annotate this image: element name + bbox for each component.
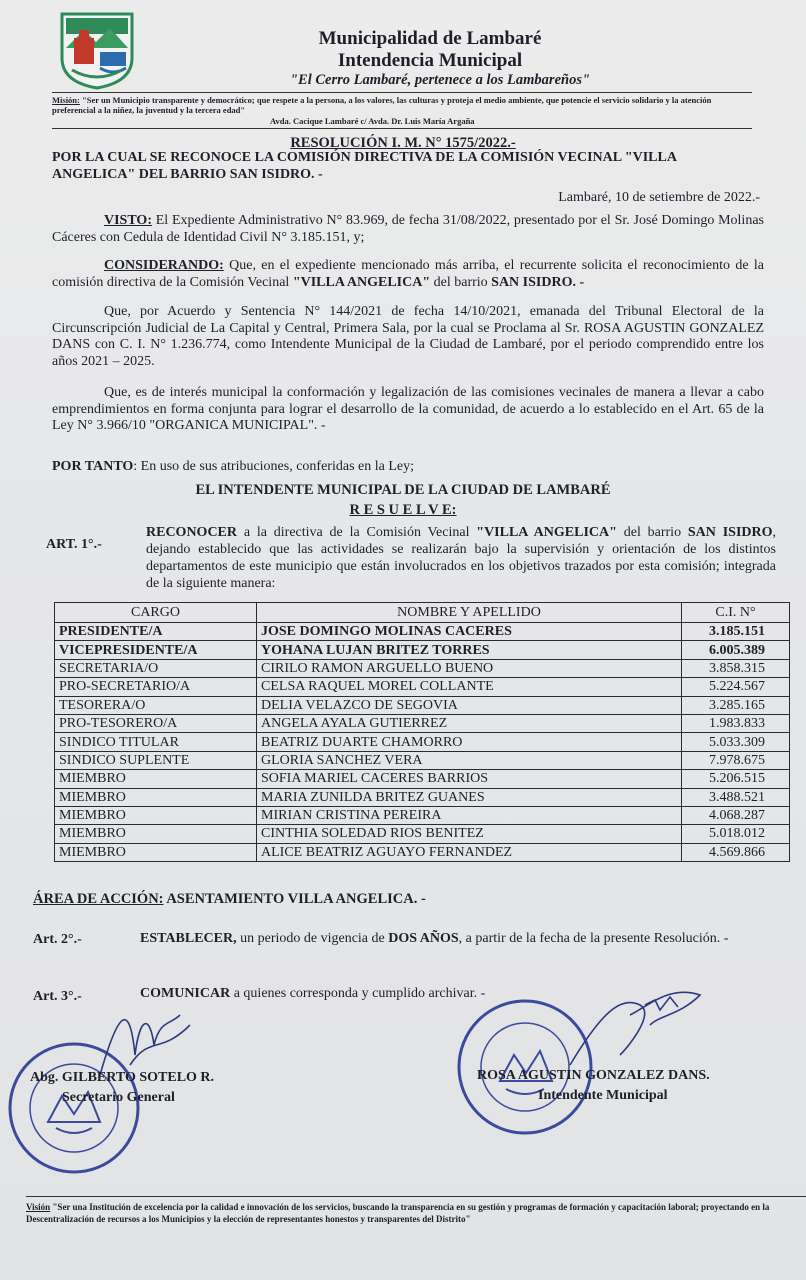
office-name: Intendencia Municipal bbox=[337, 50, 523, 71]
art2-text-2: , a partir de la fecha de la presente Resolución. - bbox=[458, 931, 729, 946]
mision-label: Misión: bbox=[52, 95, 80, 105]
table-row bbox=[55, 641, 790, 659]
table-row bbox=[55, 806, 790, 824]
portanto-label: POR TANTO bbox=[52, 459, 134, 474]
municipality-motto: "El Cerro Lambaré, pertenece a los Lambareños" bbox=[289, 72, 591, 88]
art1-villa: "VILLA ANGELICA" bbox=[476, 525, 617, 540]
area-de-accion bbox=[33, 891, 426, 908]
nombre-cell: CINTHIA SOLEDAD RIOS BENITEZ bbox=[257, 825, 682, 843]
table-row bbox=[55, 678, 790, 696]
cargo-cell: PRESIDENTE/A bbox=[55, 623, 257, 641]
cargo-cell: MIEMBRO bbox=[55, 806, 257, 824]
resolution-subject: POR LA CUAL SE RECONOCE LA COMISIÓN DIRECTIVA DE LA COMISIÓN VECINAL "VILLA ANGELICA" DEL BARRIO SAN ISIDRO. - bbox=[52, 150, 677, 182]
art2-label: Art. 2°.- bbox=[33, 932, 82, 947]
resolution-date: Lambaré, 10 de setiembre de 2022.- bbox=[558, 190, 760, 205]
considerando-text: Que, en el expediente mencionado más arriba, el recurrente solicita el reconocimiento de la comisión directiva de la Comisión Vecinal bbox=[52, 258, 764, 290]
art2-text bbox=[140, 930, 800, 947]
visto-label: VISTO: bbox=[104, 213, 152, 228]
mision-statement bbox=[52, 92, 752, 115]
art1-text-2: del barrio bbox=[616, 525, 688, 540]
ci-cell: 1.983.833 bbox=[682, 714, 790, 732]
cargo-cell: MIEMBRO bbox=[55, 788, 257, 806]
intendente-name: ROSA AGUSTIN GONZALEZ DANS. bbox=[477, 1068, 710, 1083]
nombre-cell: JOSE DOMINGO MOLINAS CACERES bbox=[257, 623, 682, 641]
table-row bbox=[55, 751, 790, 769]
intendente-title: Intendente Municipal bbox=[538, 1088, 668, 1103]
nombre-cell: BEATRIZ DUARTE CHAMORRO bbox=[257, 733, 682, 751]
area-text: ASENTAMIENTO VILLA ANGELICA. - bbox=[163, 891, 426, 907]
municipality-logo-icon bbox=[56, 8, 138, 90]
nombre-cell: GLORIA SANCHEZ VERA bbox=[257, 751, 682, 769]
art1-text bbox=[146, 524, 776, 592]
table-row bbox=[55, 825, 790, 843]
considerando-paragraph bbox=[52, 258, 764, 291]
art2-dos: DOS AÑOS bbox=[388, 931, 459, 946]
ci-cell: 4.068.287 bbox=[682, 806, 790, 824]
art2-text-1: un periodo de vigencia de bbox=[236, 931, 389, 946]
secretario-name: Abg. GILBERTO SOTELO R. bbox=[30, 1070, 215, 1085]
cargo-cell: TESORERA/O bbox=[55, 696, 257, 714]
nombre-cell: MIRIAN CRISTINA PEREIRA bbox=[257, 806, 682, 824]
municipality-name: Municipalidad de Lambaré bbox=[318, 28, 542, 49]
portanto-paragraph bbox=[52, 459, 764, 476]
nombre-cell: MARIA ZUNILDA BRITEZ GUANES bbox=[257, 788, 682, 806]
art1-reconocer: RECONOCER bbox=[146, 525, 238, 540]
art3-text-2: a quienes corresponda y cumplido archivar. - bbox=[230, 986, 486, 1001]
header-divider bbox=[52, 128, 752, 129]
considerando-villa: "VILLA ANGELICA" bbox=[292, 274, 431, 290]
que-paragraph-1: Que, por Acuerdo y Sentencia N° 144/2021 de fecha 14/10/2021, emanada del Tribunal Electoral de la Circunscripción Judicial de La Capital y Central, Primera Sala, por la cual se Proclama al Sr. ROSA AGUSTIN GONZALEZ DANS con C. I. N° 1.236.774, como Intendente Municipal de la Ciudad de Lambaré, por el periodo comprendido entre los años 2021 – 2025. bbox=[52, 304, 764, 369]
ci-cell: 5.033.309 bbox=[682, 733, 790, 751]
resolution-number: RESOLUCIÓN I. M. N° 1575/2022.- bbox=[290, 135, 516, 151]
ci-cell: 5.018.012 bbox=[682, 825, 790, 843]
table-row bbox=[55, 714, 790, 732]
ci-cell: 6.005.389 bbox=[682, 641, 790, 659]
nombre-cell: DELIA VELAZCO DE SEGOVIA bbox=[257, 696, 682, 714]
nombre-cell: ANGELA AYALA GUTIERREZ bbox=[257, 714, 682, 732]
header-ci: C.I. N° bbox=[682, 603, 790, 623]
ci-cell: 5.224.567 bbox=[682, 678, 790, 696]
table-row bbox=[55, 659, 790, 677]
vision-label: Visión bbox=[26, 1202, 51, 1212]
header-cargo: CARGO bbox=[55, 603, 257, 623]
table-row bbox=[55, 843, 790, 861]
table-row bbox=[55, 770, 790, 788]
table-row bbox=[55, 696, 790, 714]
intendente-heading: EL INTENDENTE MUNICIPAL DE LA CIUDAD DE LAMBARÉ bbox=[195, 482, 611, 498]
mision-text: "Ser un Municipio transparente y democrático; que respete a la persona, a los valores, las culturas y proteja el medio ambiente, que potencie el servicio solidario y la atención preferencial a la niñez, la juventud y la tercera edad" bbox=[52, 95, 712, 115]
ci-cell: 3.858.315 bbox=[682, 659, 790, 677]
ci-cell: 3.185.151 bbox=[682, 623, 790, 641]
considerando-label: CONSIDERANDO: bbox=[104, 258, 224, 273]
nombre-cell: ALICE BEATRIZ AGUAYO FERNANDEZ bbox=[257, 843, 682, 861]
ci-cell: 3.285.165 bbox=[682, 696, 790, 714]
intendente-signature-icon bbox=[560, 975, 710, 1075]
vision-text: "Ser una Institución de excelencia por la calidad e innovación de los servicios, buscando la transparencia en su gestión y programas de formación y capacitación laboral; proyectando en la Descentralización de recursos a los Municipios y la elección de representantes honestos y transparentes del Distrito" bbox=[26, 1202, 770, 1224]
cargo-cell: MIEMBRO bbox=[55, 843, 257, 861]
cargo-cell: SINDICO SUPLENTE bbox=[55, 751, 257, 769]
address: Avda. Cacique Lambaré c/ Avda. Dr. Luis María Argaña bbox=[270, 116, 475, 126]
header-nombre: NOMBRE Y APELLIDO bbox=[257, 603, 682, 623]
art1-text-1: a la directiva de la Comisión Vecinal bbox=[237, 525, 477, 540]
cargo-cell: MIEMBRO bbox=[55, 825, 257, 843]
area-label: ÁREA DE ACCIÓN: bbox=[33, 891, 164, 907]
ci-cell: 5.206.515 bbox=[682, 770, 790, 788]
art1-text-3: , dejando establecido que las actividades se realizarán bajo la supervisión y orientación de los distintos departamentos de este municipio que están involucrados en los objetivos trazados por esta comisión; integrada de la siguiente manera: bbox=[146, 525, 777, 591]
art1-label: ART. 1°.- bbox=[46, 537, 102, 552]
nombre-cell: CELSA RAQUEL MOREL COLLANTE bbox=[257, 678, 682, 696]
visto-text: El Expediente Administrativo N° 83.969, de fecha 31/08/2022, presentado por el Sr. José Domingo Molinas Cáceres con Cedula de Identidad Civil N° 3.185.151, y; bbox=[52, 213, 764, 245]
considerando-barrio: SAN ISIDRO. - bbox=[491, 274, 585, 290]
cargo-cell: SINDICO TITULAR bbox=[55, 733, 257, 751]
cargo-cell: VICEPRESIDENTE/A bbox=[55, 641, 257, 659]
art3-label: Art. 3°.- bbox=[33, 989, 82, 1004]
cargo-cell: PRO-SECRETARIO/A bbox=[55, 678, 257, 696]
ci-cell: 4.569.866 bbox=[682, 843, 790, 861]
cargo-cell: PRO-TESORERO/A bbox=[55, 714, 257, 732]
table-row bbox=[55, 733, 790, 751]
art3-comunicar: COMUNICAR bbox=[140, 986, 231, 1001]
considerando-text-2: del barrio bbox=[430, 274, 492, 290]
que-paragraph-2: Que, es de interés municipal la conformación y legalización de las comisiones vecinales de manera a llevar a cabo emprendimientos en forma conjunta para lograr el desarrollo de la comunidad, de acuerdo a lo establecido en el Art. 65 de la Ley N° 3.966/10 "ORGANICA MUNICIPAL". - bbox=[52, 385, 764, 433]
visto-paragraph bbox=[52, 213, 764, 246]
art1-barrio: SAN ISIDRO bbox=[687, 525, 773, 540]
members-table-body bbox=[55, 623, 790, 862]
portanto-text: : En uso de sus atribuciones, conferidas en la Ley; bbox=[133, 459, 414, 474]
secretario-title: Secretario General bbox=[62, 1090, 175, 1105]
members-table bbox=[54, 602, 790, 862]
table-row bbox=[55, 623, 790, 641]
table-header-row bbox=[55, 603, 790, 623]
ci-cell: 7.978.675 bbox=[682, 751, 790, 769]
cargo-cell: SECRETARIA/O bbox=[55, 659, 257, 677]
nombre-cell: YOHANA LUJAN BRITEZ TORRES bbox=[257, 641, 682, 659]
ci-cell: 3.488.521 bbox=[682, 788, 790, 806]
vision-footer bbox=[26, 1196, 806, 1225]
nombre-cell: CIRILO RAMON ARGUELLO BUENO bbox=[257, 659, 682, 677]
table-row bbox=[55, 788, 790, 806]
resuelve-heading: R E S U E L V E: bbox=[349, 502, 457, 518]
cargo-cell: MIEMBRO bbox=[55, 770, 257, 788]
nombre-cell: SOFIA MARIEL CACERES BARRIOS bbox=[257, 770, 682, 788]
art2-establecer: ESTABLECER, bbox=[140, 931, 237, 946]
